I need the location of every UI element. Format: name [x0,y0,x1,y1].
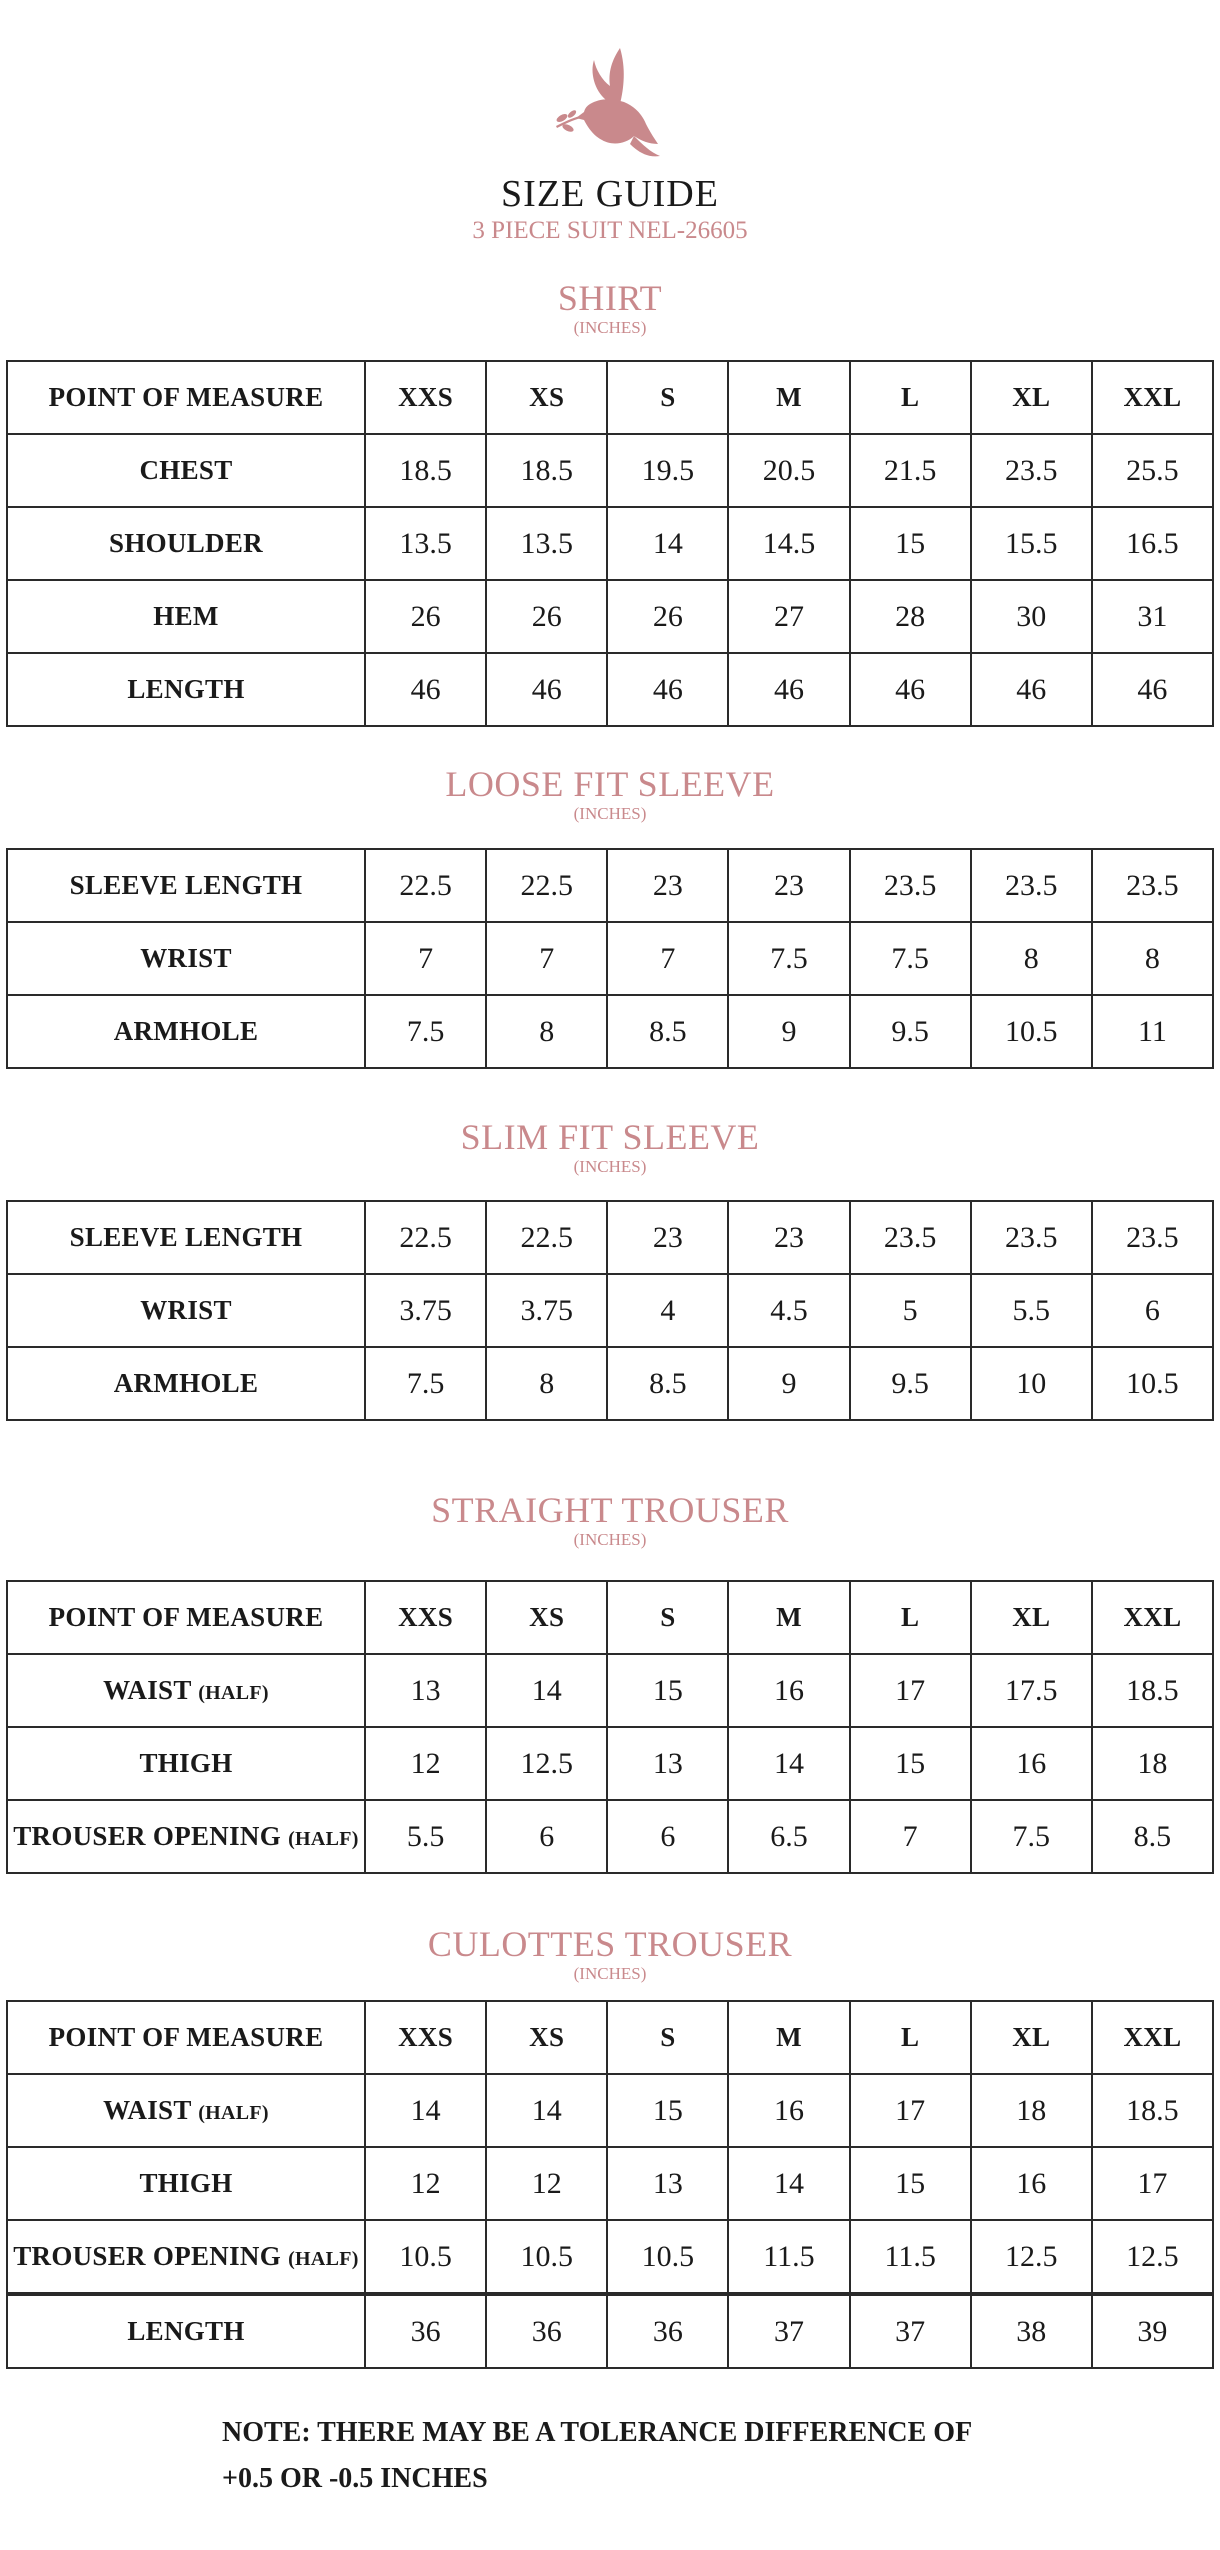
measure-value: 13.5 [365,507,486,580]
measure-value: 13 [607,1727,728,1800]
measure-value: 10 [971,1347,1092,1420]
measure-label [7,2294,365,2368]
section-heading-culottes-trouser [0,1924,1220,1984]
section-title: CULOTTES TROUSER [427,1924,793,1964]
table-row [7,580,1213,653]
measure-label [7,1347,365,1420]
measure-value: 10.5 [486,2220,607,2294]
measure-value: 7 [486,922,607,995]
measure-value: 14 [607,507,728,580]
section-unit: (INCHES) [573,318,647,337]
measure-value: 28 [850,580,971,653]
measure-value: 23.5 [850,1201,971,1274]
measure-name: LENGTH [127,2316,245,2346]
table-row [7,1800,1213,1873]
page-title: SIZE GUIDE [501,173,719,215]
measure-label [7,1201,365,1274]
measure-value: 12.5 [1092,2220,1213,2294]
measure-name: WRIST [140,1295,232,1325]
table-row [7,2074,1213,2147]
measure-value: 3.75 [365,1274,486,1347]
header-size: XL [971,361,1092,434]
measure-value: 46 [486,653,607,726]
measure-name: THIGH [139,2168,233,2198]
table-row [7,653,1213,726]
measure-value: 37 [728,2294,849,2368]
measure-value: 10.5 [1092,1347,1213,1420]
measure-name: ARMHOLE [113,1368,259,1398]
measure-value: 7 [607,922,728,995]
measure-value: 23.5 [1092,849,1213,922]
measure-value: 23 [607,849,728,922]
measure-value: 14 [728,2147,849,2220]
measure-value: 22.5 [365,849,486,922]
measure-label [7,995,365,1068]
product-subtitle: 3 PIECE SUIT NEL-26605 [472,217,748,244]
measure-name: LENGTH [127,674,245,704]
measure-value: 16 [971,2147,1092,2220]
measure-value: 18.5 [1092,2074,1213,2147]
measure-value: 4.5 [728,1274,849,1347]
table-header-row [7,1581,1213,1654]
measure-value: 16 [728,2074,849,2147]
table-row [7,995,1213,1068]
measure-label [7,2220,365,2294]
measure-value: 6 [486,1800,607,1873]
measure-value: 25.5 [1092,434,1213,507]
measure-name: TROUSER OPENING [13,2241,282,2271]
size-table-loose-fit-sleeve [6,848,1214,1069]
measure-value: 23 [728,1201,849,1274]
section-title: LOOSE FIT SLEEVE [445,764,775,804]
header-size: XXS [365,2001,486,2074]
measure-value: 14.5 [728,507,849,580]
section-unit: (INCHES) [573,804,647,823]
measure-value: 8 [486,1347,607,1420]
measure-value: 13.5 [486,507,607,580]
measure-value: 17.5 [971,1654,1092,1727]
table-row [7,2147,1213,2220]
measure-value: 36 [607,2294,728,2368]
measure-value: 15 [607,2074,728,2147]
header-size: XXS [365,1581,486,1654]
measure-value: 18.5 [365,434,486,507]
measure-value: 7 [365,922,486,995]
measure-name: WAIST [103,2095,192,2125]
measure-label [7,434,365,507]
measure-value: 17 [1092,2147,1213,2220]
header-size: XL [971,1581,1092,1654]
measure-label [7,1800,365,1873]
table-row [7,1201,1213,1274]
header-point-of-measure: POINT OF MEASURE [7,2001,365,2074]
measure-value: 7.5 [728,922,849,995]
header-size: M [728,361,849,434]
size-table-culottes-trouser [6,2000,1214,2369]
section-unit: (INCHES) [573,1530,647,1549]
measure-value: 23 [728,849,849,922]
table-row [7,1654,1213,1727]
measure-value: 12.5 [971,2220,1092,2294]
header-point-of-measure: POINT OF MEASURE [7,1581,365,1654]
measure-value: 4 [607,1274,728,1347]
measure-value: 11.5 [850,2220,971,2294]
measure-value: 23 [607,1201,728,1274]
header-size: XXL [1092,361,1213,434]
measure-value: 11 [1092,995,1213,1068]
measure-value: 7.5 [365,1347,486,1420]
measure-value: 8.5 [1092,1800,1213,1873]
measure-label [7,1727,365,1800]
measure-value: 18.5 [486,434,607,507]
measure-value: 7.5 [971,1800,1092,1873]
measure-value: 31 [1092,580,1213,653]
measure-value: 16.5 [1092,507,1213,580]
measure-name: WRIST [140,943,232,973]
measure-value: 20.5 [728,434,849,507]
measure-value: 23.5 [971,849,1092,922]
measure-value: 15 [850,2147,971,2220]
measure-value: 6.5 [728,1800,849,1873]
table-row [7,922,1213,995]
measure-value: 15 [850,507,971,580]
measure-value: 7.5 [365,995,486,1068]
table-row [7,2220,1213,2294]
measure-name: SLEEVE LENGTH [69,1222,303,1252]
table-row [7,849,1213,922]
header-size: XXL [1092,1581,1213,1654]
measure-label [7,2074,365,2147]
measure-value: 14 [486,2074,607,2147]
header-size: L [850,361,971,434]
measure-value: 5.5 [971,1274,1092,1347]
measure-value: 6 [1092,1274,1213,1347]
table-header-row [7,2001,1213,2074]
measure-value: 14 [365,2074,486,2147]
measure-value: 5 [850,1274,971,1347]
measure-value: 36 [486,2294,607,2368]
measure-value: 10.5 [607,2220,728,2294]
measure-value: 10.5 [365,2220,486,2294]
measure-value: 15.5 [971,507,1092,580]
table-header-row [7,361,1213,434]
measure-value: 22.5 [365,1201,486,1274]
measure-value: 16 [971,1727,1092,1800]
note-line-1: NOTE: THERE MAY BE A TOLERANCE DIFFERENCE OF [222,2417,973,2448]
measure-value: 8 [971,922,1092,995]
measure-value: 38 [971,2294,1092,2368]
measure-value: 17 [850,2074,971,2147]
measure-name: CHEST [139,455,233,485]
measure-value: 9.5 [850,995,971,1068]
dove-with-olive-branch-icon [550,40,670,170]
tolerance-note [222,2410,1122,2502]
header-size: L [850,2001,971,2074]
measure-value: 7 [850,1800,971,1873]
size-table-slim-fit-sleeve [6,1200,1214,1421]
measure-name: SHOULDER [109,528,263,558]
measure-value: 9 [728,995,849,1068]
section-title: SLIM FIT SLEEVE [460,1117,760,1157]
measure-value: 39 [1092,2294,1213,2368]
measure-value: 18.5 [1092,1654,1213,1727]
measure-name: ARMHOLE [113,1016,259,1046]
section-unit: (INCHES) [573,1964,647,1983]
header-size: M [728,1581,849,1654]
measure-value: 7.5 [850,922,971,995]
measure-name: SLEEVE LENGTH [69,870,303,900]
measure-value: 23.5 [850,849,971,922]
measure-qualifier: (HALF) [288,1828,359,1850]
measure-value: 46 [365,653,486,726]
section-title: STRAIGHT TROUSER [431,1490,789,1530]
measure-value: 19.5 [607,434,728,507]
size-table-straight-trouser [6,1580,1214,1874]
measure-value: 8.5 [607,995,728,1068]
note-line-2: +0.5 OR -0.5 INCHES [222,2463,488,2494]
measure-value: 18 [1092,1727,1213,1800]
table-row [7,2294,1213,2368]
page-header [0,40,1220,246]
measure-qualifier: (HALF) [198,2102,269,2124]
measure-qualifier: (HALF) [198,1682,269,1704]
measure-label [7,1654,365,1727]
section-unit: (INCHES) [573,1157,647,1176]
table-row [7,434,1213,507]
measure-value: 5.5 [365,1800,486,1873]
measure-value: 36 [365,2294,486,2368]
table-row [7,1274,1213,1347]
measure-value: 12 [365,2147,486,2220]
measure-value: 8.5 [607,1347,728,1420]
table-row [7,1727,1213,1800]
measure-name: THIGH [139,1748,233,1778]
header-size: XXL [1092,2001,1213,2074]
measure-label [7,1274,365,1347]
header-size: XXS [365,361,486,434]
measure-value: 12 [365,1727,486,1800]
measure-value: 3.75 [486,1274,607,1347]
measure-value: 8 [486,995,607,1068]
measure-value: 26 [486,580,607,653]
measure-label [7,2147,365,2220]
measure-value: 6 [607,1800,728,1873]
header-size: XL [971,2001,1092,2074]
header-size: S [607,361,728,434]
measure-value: 46 [1092,653,1213,726]
header-size: XS [486,2001,607,2074]
measure-value: 13 [365,1654,486,1727]
header-size: S [607,2001,728,2074]
section-heading-slim-fit-sleeve [0,1117,1220,1177]
measure-name: WAIST [103,1675,192,1705]
measure-name: HEM [153,601,219,631]
header-size: L [850,1581,971,1654]
measure-value: 26 [607,580,728,653]
measure-value: 23.5 [1092,1201,1213,1274]
measure-label [7,507,365,580]
measure-value: 14 [486,1654,607,1727]
measure-value: 9.5 [850,1347,971,1420]
measure-label [7,849,365,922]
header-size: M [728,2001,849,2074]
section-heading-loose-fit-sleeve [0,764,1220,824]
measure-value: 8 [1092,922,1213,995]
measure-value: 23.5 [971,434,1092,507]
section-heading-shirt [0,278,1220,338]
measure-value: 46 [850,653,971,726]
table-row [7,1347,1213,1420]
measure-value: 27 [728,580,849,653]
section-title: SHIRT [557,278,663,318]
measure-value: 12.5 [486,1727,607,1800]
measure-value: 37 [850,2294,971,2368]
header-size: XS [486,1581,607,1654]
measure-label [7,580,365,653]
measure-value: 46 [971,653,1092,726]
measure-value: 10.5 [971,995,1092,1068]
table-row [7,507,1213,580]
measure-value: 12 [486,2147,607,2220]
size-table-shirt [6,360,1214,727]
measure-value: 26 [365,580,486,653]
measure-value: 30 [971,580,1092,653]
header-size: XS [486,361,607,434]
measure-value: 22.5 [486,1201,607,1274]
measure-label [7,653,365,726]
measure-value: 18 [971,2074,1092,2147]
measure-value: 46 [607,653,728,726]
header-size: S [607,1581,728,1654]
measure-value: 16 [728,1654,849,1727]
measure-value: 9 [728,1347,849,1420]
measure-qualifier: (HALF) [288,2248,359,2270]
measure-label [7,922,365,995]
measure-value: 23.5 [971,1201,1092,1274]
measure-value: 22.5 [486,849,607,922]
measure-value: 21.5 [850,434,971,507]
header-point-of-measure: POINT OF MEASURE [7,361,365,434]
measure-name: TROUSER OPENING [13,1821,282,1851]
measure-value: 13 [607,2147,728,2220]
measure-value: 15 [607,1654,728,1727]
section-heading-straight-trouser [0,1490,1220,1550]
measure-value: 14 [728,1727,849,1800]
measure-value: 11.5 [728,2220,849,2294]
measure-value: 17 [850,1654,971,1727]
measure-value: 46 [728,653,849,726]
measure-value: 15 [850,1727,971,1800]
